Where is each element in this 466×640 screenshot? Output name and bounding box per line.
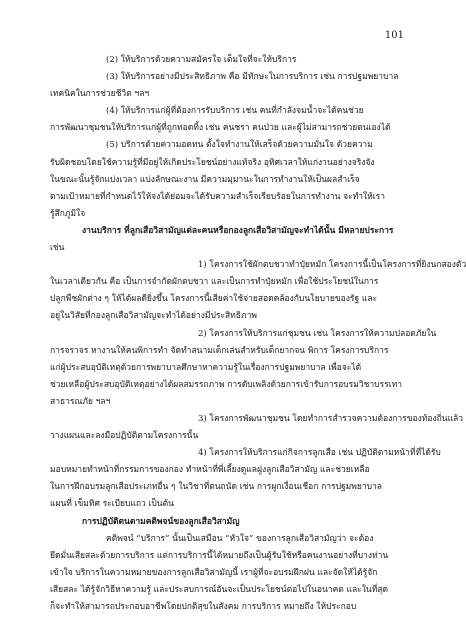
text-line: รู้สึกภูมิใจ (50, 208, 86, 219)
text-line: (2) ให้บริการด้วยความสมัครใจ เต็มใจที่จะให้บริการ (106, 55, 297, 65)
text-line: 3) โครงการพัฒนาชุมชน โดยทำการสำรวจความต้องการของท้องถิ่นแล้ว (198, 413, 464, 424)
section-heading-line (50, 223, 402, 240)
text-line: 4) โครงการให้บริการแก่กิจการลูกเสือ เช่น ปฏิบัติตามหน้าที่ที่ได้รับ (198, 448, 441, 459)
text-line: การจราจร หางานให้คนพิการทำ จัดทำสนามเด็กเล่นสำหรับเด็กยากจน พิการ โครงการบริการ (50, 345, 389, 356)
text-line: สาธารณภัย ฯลฯ (50, 396, 111, 407)
line-text: ที่ลูกเสือวิสามัญแต่ละคนหรือกองลูกเสือวิสามัญจะทำได้นั้น มีหลายประการ (121, 225, 394, 236)
text-line: ในเวลาเดียวกัน คือ เป็นการจำกัดผักตบชวา และเป็นการทำปุ๋ยหมัก เพื่อใช้ประโยชน์ในการ (50, 277, 379, 288)
text-line: คติพจน์ “บริการ” นั้นเป็นเสมือน “หัวใจ” ของการลูกเสือวิสามัญว่า จะต้อง (106, 533, 374, 544)
text-line: ยึดมั่นเสียสละด้วยการบริการ แต่การบริการนี้ได้หมายถึงเป็นผู้รับใช้หรือคนงานอย่างที่บางท่าน (50, 550, 389, 561)
text-line: ก็จะทำให้สามารถประกอบอาชีพโดยปกติสุขในสังคม การบริการ หมายถึง ให้ประกอบ (50, 602, 357, 612)
text-line: เทคนิคในการช่วยชีวิต ฯลฯ (50, 89, 150, 100)
section-heading-line: การปฏิบัติตนตามคติพจน์ของลูกเสือวิสามัญ (82, 516, 240, 527)
text-line: (4) ให้บริการแก่ผู้ที่ต้องการรับบริการ เช่น คนที่กำลังจมน้ำจะได้คนช่วย (106, 106, 364, 117)
text-line: (3) ให้บริการอย่างมีประสิทธิภาพ คือ มีทักษะในการบริการ เช่น การปฐมพยาบาล (106, 72, 399, 83)
text-line: เช่น (50, 243, 65, 254)
text-line: วางแผนและลงมือปฏิบัติตามโครงการนั้น (50, 431, 199, 442)
page-body (50, 52, 466, 616)
text-line: 2) โครงการให้บริการแก่ชุมชน เช่น โครงการให้ความปลอดภัยใน (198, 328, 437, 339)
bold-lead-term: งานบริการ (82, 225, 122, 236)
text-line: ช่วยเหลือผู้ประสบอุบัติเหตุอย่างได้ผลสมรรถภาพ การดับเพลิงด้วยการเข้ารับการอบรมวิชาบรรเทา (50, 379, 402, 390)
text-line: แก่ผู้ประสบอุบัติเหตุด้วยการพยาบาลศึกษาหาความรู้ในเรื่องการปฐมพยาบาล เพื่อจะได้ (50, 362, 362, 373)
text-line: ในขณะนั้นรู้จักแบ่งเวลา แบ่งลักษณะงาน มีความมุมานะในการทำงานให้เป็นผลสำเร็จ (50, 174, 360, 185)
text-line: การพัฒนาชุมชนให้บริการแก่ผู้ที่ถูกทอดทิ้ง เช่น คนชรา คนป่วย และผู้ไม่สามารถช่วยตนเองได้ (50, 123, 391, 134)
text-line: (5) บริการด้วยความอดทน ตั้งใจทำงานให้เสร็จด้วยความมั่นใจ ด้วยความ (106, 140, 373, 151)
text-line: เข้าใจ บริการในความหมายของการลูกเสือวิสามัญนี้ เราผู้ที่จะอบรมฝึกฝน และจัดให้ได้รู้จัก (50, 567, 378, 578)
text-line: มอบหมายทำหน้าที่กรรมการของกอง ทำหน้าที่พี่เลี้ยงดูแลฝูงลูกเสือวิสามัญ และช่วยเหลือ (50, 465, 370, 476)
text-line: ปลูกพืชผักต่าง ๆ ให้ได้ผลดียิ่งขึ้น โครงการนี้เสียค่าใช้จ่ายสอดคล้องกับนโยบายของรัฐ และ (50, 294, 378, 305)
page-number: 101 (384, 30, 404, 41)
text-line: อยู่ในวิสัยที่กองลูกเสือวิสามัญจะทำได้อย่างมีประสิทธิภาพ (50, 311, 257, 322)
text-line: 1) โครงการใช้ผักตบชวาทำปุ๋ยหมัก โครงการนี้เป็นโครงการที่ยิงนกสองตัว (198, 260, 466, 271)
text-line: ตามเป้าหมายที่กำหนดไว้ให้จงได้ย่อมจะได้รับความสำเร็จเรียบร้อยในการทำงาน จะทำให้เรา (50, 191, 386, 202)
text-line: รับผิดชอบโดยใช้ความรู้ที่มีอยู่ให้เกิดประโยชน์อย่างแท้จริง อุทิศเวลาให้แก่งานอย่างจริงจัง (50, 157, 375, 168)
text-line: แผนที่ เข็มทิศ ระเบียบแถว เป็นต้น (50, 499, 174, 510)
text-line: เสียสละ ได้รู้จักวิธีหาความรู้ และประสบการณ์อันจะเป็นประโยชน์ต่อไปในอนาคต และในที่สุด (50, 584, 388, 595)
text-line: ในการฝึกอบรมลูกเสือประเภทอื่น ๆ ในวิชาที่ตนถนัด เช่น การผูกเงื่อนเชือก การปฐมพยาบาล (50, 482, 383, 493)
